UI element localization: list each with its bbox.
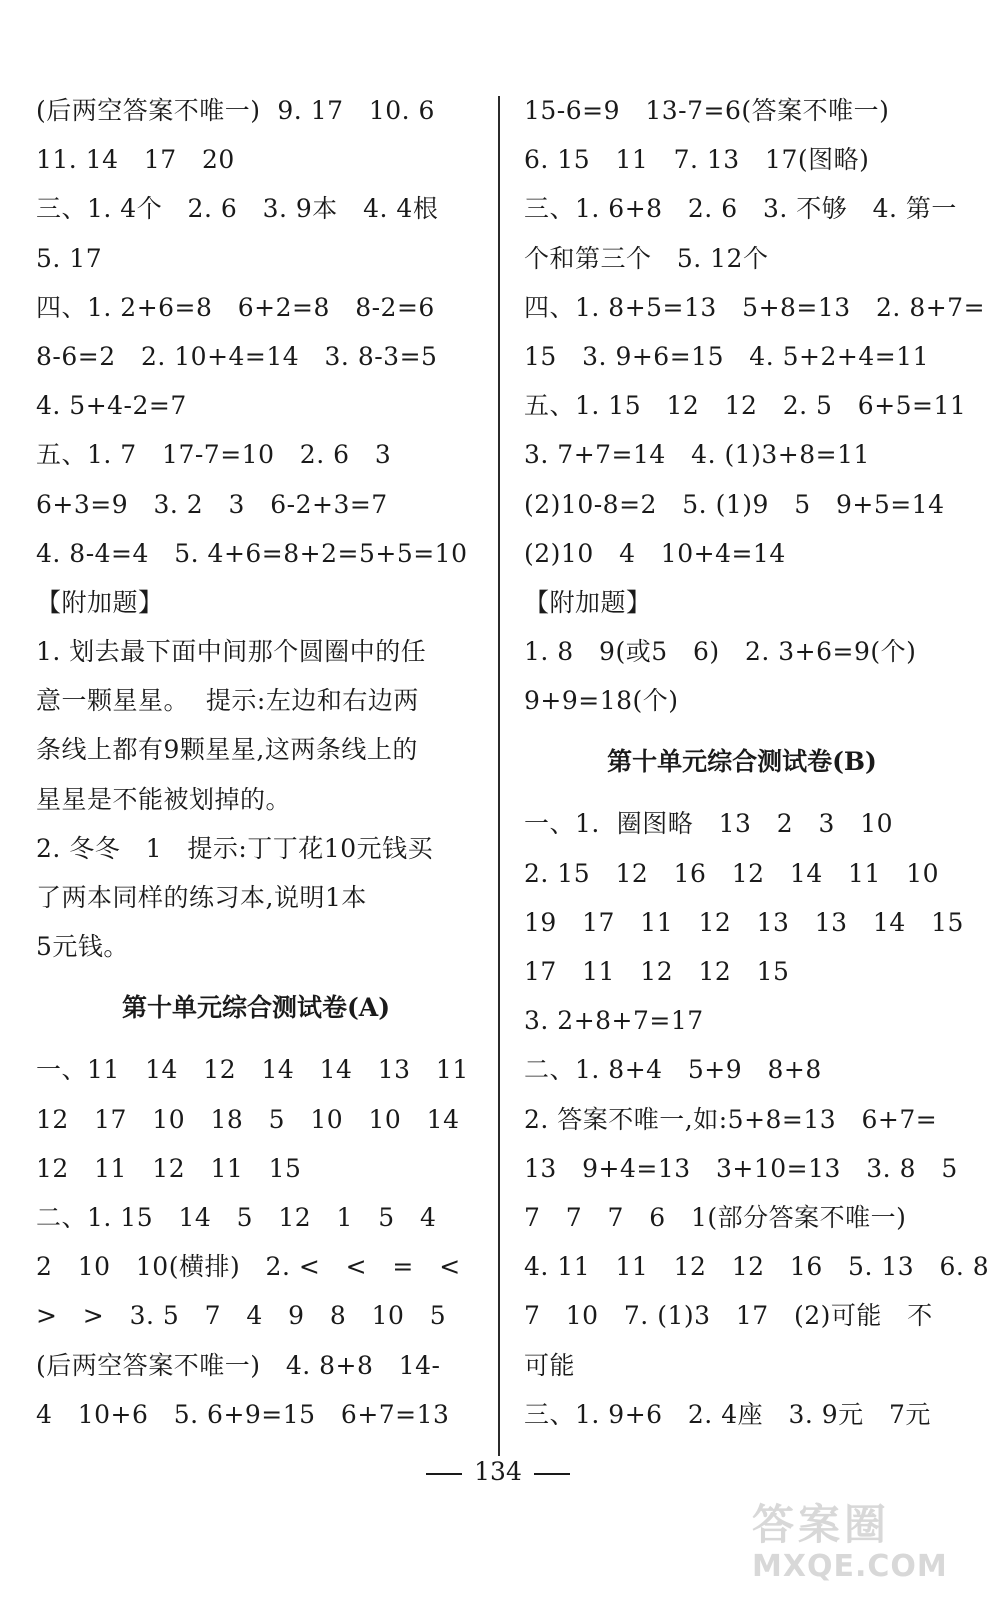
answer-line: (后两空答案不唯一) 9. 17 10. 6	[36, 96, 435, 125]
footer-dash-left	[426, 1473, 462, 1475]
answer-line: 四、1. 8+5=13 5+8=13 2. 8+7=	[524, 292, 986, 322]
watermark-domain: MXQE.COM	[752, 1549, 948, 1584]
answer-line: (2)10-8=2 5. (1)9 5 9+5=14	[524, 489, 945, 519]
answer-line: 【附加题】	[524, 587, 652, 617]
answer-line: 2 10 10(横排) 2. < < = <	[36, 1252, 461, 1282]
answer-line: 15-6=9 13-7=6(答案不唯一)	[524, 96, 890, 125]
answer-line: 11. 14 17 20	[36, 145, 235, 175]
answer-line: 3. 7+7=14 4. (1)3+8=11	[524, 440, 870, 470]
answer-line: 二、1. 15 14 5 12 1 5 4	[36, 1202, 437, 1232]
left-answer-block-2	[36, 1045, 476, 1439]
answer-line: 6. 15 11 7. 13 17(图略)	[524, 145, 870, 175]
page-number: 134	[474, 1457, 522, 1486]
answer-line: 4 10+6 5. 6+9=15 6+7=13	[36, 1399, 450, 1429]
answer-line: 7 10 7. (1)3 17 (2)可能 不	[524, 1301, 933, 1331]
left-answer-block-1	[36, 86, 476, 971]
answer-line: 7 7 7 6 1(部分答案不唯一)	[524, 1202, 907, 1232]
answer-line: 【附加题】	[36, 587, 164, 617]
answer-line: 星星是不能被划掉的。	[36, 784, 292, 814]
answer-line: 五、1. 7 17-7=10 2. 6 3	[36, 440, 392, 470]
section-heading-b: 第十单元综合测试卷(B)	[607, 747, 877, 777]
right-column	[524, 86, 990, 1439]
right-answer-block-1	[524, 86, 986, 725]
answer-line: 8-6=2 2. 10+4=14 3. 8-3=5	[36, 341, 438, 371]
watermark-logo	[752, 1500, 972, 1590]
answer-line: 条线上都有9颗星星,这两条线上的	[36, 735, 418, 765]
answer-line: > > 3. 5 7 4 9 8 10 5	[36, 1301, 447, 1331]
answer-line: 4. 5+4-2=7	[36, 391, 187, 421]
answer-line: 了两本同样的练习本,说明1本	[36, 883, 367, 912]
answer-line: 可能	[524, 1350, 576, 1380]
answer-line: 三、1. 4个 2. 6 3. 9本 4. 4根	[36, 194, 439, 224]
left-column	[36, 86, 476, 1439]
answer-line: 1. 8 9(或5 6) 2. 3+6=9(个)	[524, 637, 917, 667]
answer-line: 2. 15 12 16 12 14 11 10	[524, 858, 940, 888]
answer-line: 四、1. 2+6=8 6+2=8 8-2=6	[36, 292, 435, 322]
answer-line: 五、1. 15 12 12 2. 5 6+5=11	[524, 391, 967, 421]
answer-line: 15 3. 9+6=15 4. 5+2+4=11	[524, 341, 929, 371]
answer-line: 4. 11 11 12 12 16 5. 13 6. 8	[524, 1252, 990, 1282]
answer-line: 4. 8-4=4 5. 4+6=8+2=5+5=10	[36, 538, 468, 568]
answer-line: (后两空答案不唯一) 4. 8+8 14-	[36, 1350, 441, 1380]
section-heading-a: 第十单元综合测试卷(A)	[121, 993, 391, 1023]
answer-line: 1. 划去最下面中间那个圆圈中的任	[36, 637, 427, 667]
answer-line: 13 9+4=13 3+10=13 3. 8 5	[524, 1153, 958, 1183]
answer-line: 2. 答案不唯一,如:5+8=13 6+7=	[524, 1104, 938, 1134]
answer-line: 意一颗星星。 提示:左边和右边两	[36, 686, 419, 716]
answer-line: 9+9=18(个)	[524, 686, 679, 716]
answer-line: 5. 17	[36, 243, 103, 273]
answer-line: 5元钱。	[36, 932, 129, 962]
column-divider	[498, 96, 500, 1456]
answer-line: 二、1. 8+4 5+9 8+8	[524, 1055, 822, 1085]
answer-line: 2. 冬冬 1 提示:丁丁花10元钱买	[36, 833, 434, 863]
page-footer	[0, 1452, 996, 1492]
answer-line: 19 17 11 12 13 13 14 15	[524, 907, 964, 937]
answer-line: 三、1. 6+8 2. 6 3. 不够 4. 第一	[524, 194, 957, 224]
right-answer-block-2	[524, 799, 990, 1438]
answer-line: 个和第三个 5. 12个	[524, 243, 769, 273]
answer-line: (2)10 4 10+4=14	[524, 538, 786, 568]
footer-dash-right	[534, 1473, 570, 1475]
answer-line: 一、11 14 12 14 14 13 11	[36, 1055, 469, 1085]
watermark-mark: 答案圈	[752, 1500, 891, 1549]
answer-line: 3. 2+8+7=17	[524, 1006, 704, 1036]
answer-line: 12 17 10 18 5 10 10 14	[36, 1104, 460, 1134]
answer-line: 6+3=9 3. 2 3 6-2+3=7	[36, 489, 388, 519]
answer-line: 三、1. 9+6 2. 4座 3. 9元 7元	[524, 1399, 931, 1429]
answer-line: 12 11 12 11 15	[36, 1153, 302, 1183]
answer-line: 一、1. 圈图略 13 2 3 10	[524, 809, 894, 839]
answer-line: 17 11 12 12 15	[524, 957, 790, 986]
